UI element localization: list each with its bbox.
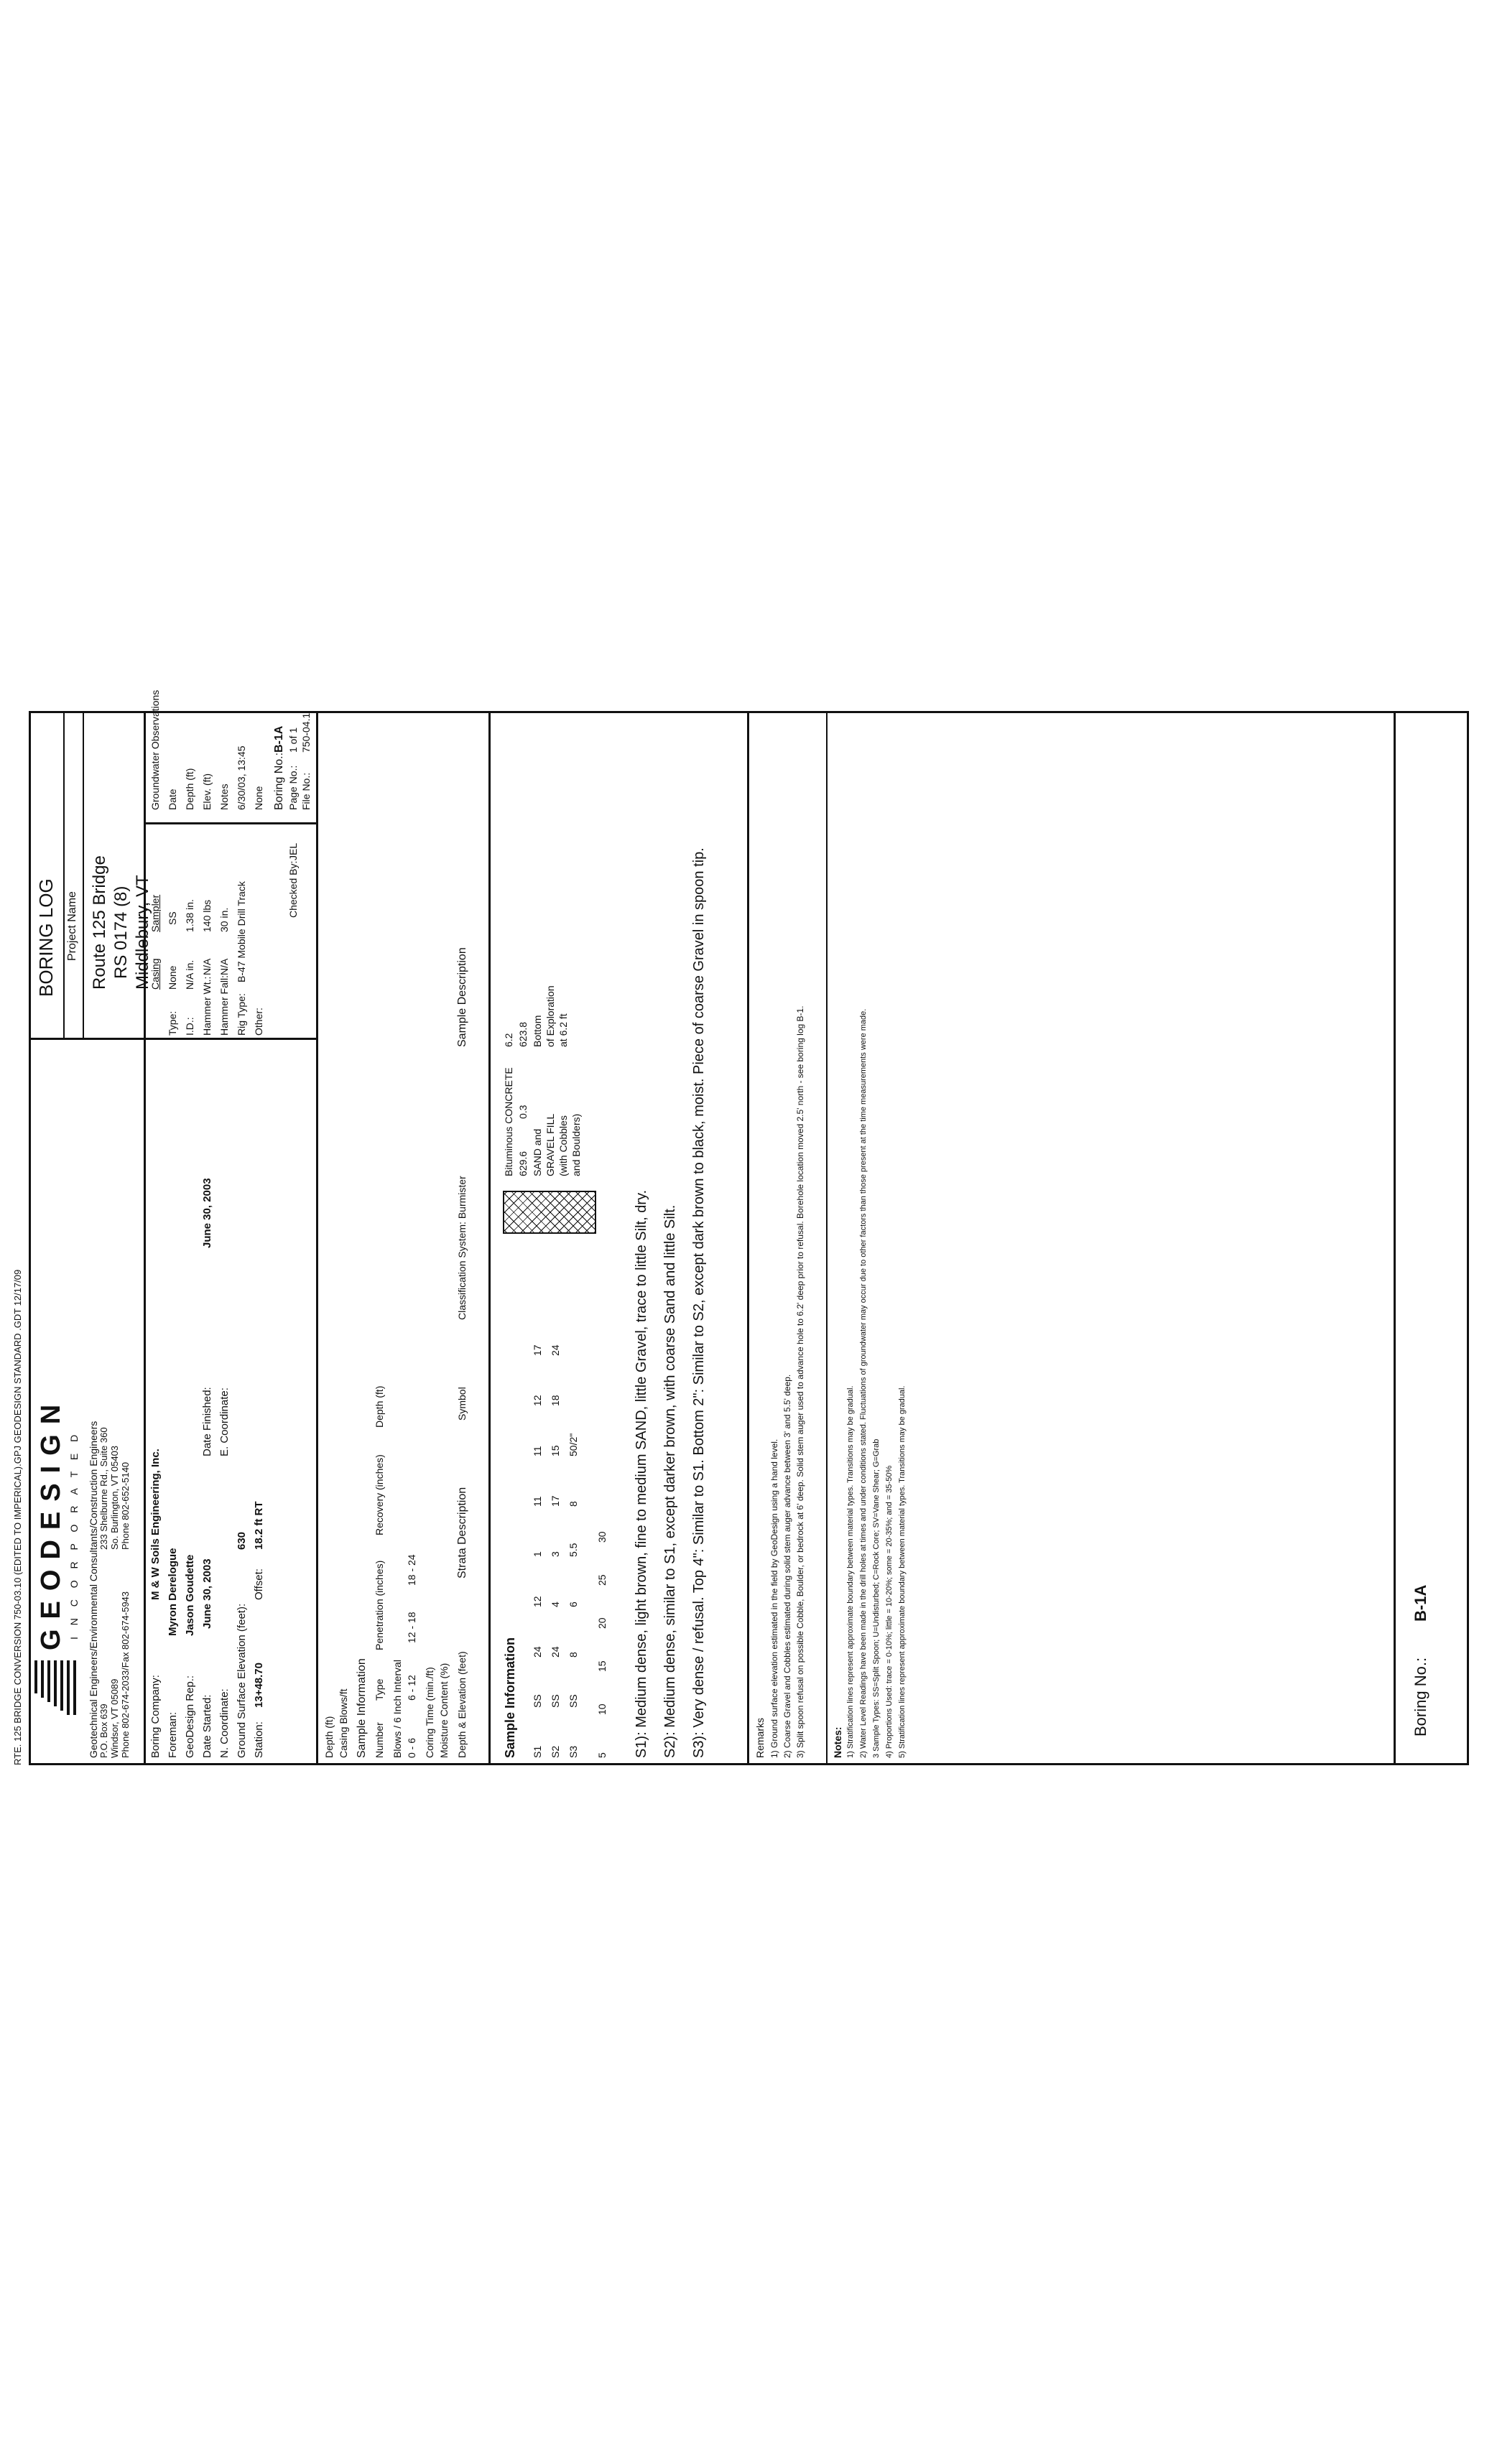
note-4: 4) Proportions Used: trace = 0-10%; little = 10-20%; some = 20-35%; and = 35-50% (885, 1465, 894, 1758)
remark-1: 1) Ground surface elevation estimated in the field by GeoDesign using a hand level. (769, 1438, 779, 1758)
strata-top-depth: 0.3 (517, 1105, 529, 1119)
col-strata-depth: Depth & Elevation (feet) (456, 1651, 468, 1758)
strata-bottom-depth: 6.2 (503, 1033, 514, 1047)
s3-type: SS (567, 1694, 579, 1708)
col-b2: 6 - 12 (406, 1675, 417, 1701)
gw-elev-col: Elev. (ft) (201, 773, 213, 810)
boring-log-title: BORING LOG (35, 878, 57, 997)
col-symbol: Symbol (456, 1387, 468, 1421)
strata-fill-1: SAND and (532, 1128, 543, 1176)
tick-10: 10 (596, 1703, 608, 1715)
bottom-boring: B-1A (1412, 1584, 1429, 1622)
groundwater-header: Groundwater Observations (149, 689, 161, 810)
id-casing: N/A in. (184, 959, 195, 990)
col-depth: Depth (ft) (323, 1716, 335, 1758)
tick-15: 15 (596, 1660, 608, 1672)
note-5: 5) Stratification lines represent approximate boundary between material types. Transitions may be gradual. (898, 1385, 907, 1758)
project-line3: Middlebury, VT (133, 875, 152, 990)
s3-rec: 6 (567, 1601, 579, 1607)
s1-type: SS (532, 1694, 543, 1708)
s3-pen: 8 (567, 1652, 579, 1658)
project-name-label: Project Name (66, 891, 78, 961)
s2-number: S2 (550, 1745, 561, 1758)
title-page-no: 1 of 1 (287, 727, 299, 753)
notes-label: Notes: (832, 1726, 843, 1758)
hammer-wt-sampler: 140 lbs (201, 899, 213, 932)
gw-row1-notes: None (253, 786, 264, 810)
col-blows: Blows / 6 Inch Interval (391, 1660, 403, 1758)
foreman: Myron Derelogue (167, 1548, 179, 1636)
station: 13+48.70 (253, 1663, 265, 1708)
column-header-top (316, 711, 318, 1765)
remark-2: 2) Coarse Gravel and Cobbles estimated during solid stem auger advance between 3' and 5.5' deep. (782, 1374, 792, 1758)
s3-number: S3 (567, 1745, 579, 1758)
s1-number: S1 (532, 1745, 543, 1758)
col-strata-desc: Strata Description (456, 1487, 468, 1579)
s1-b2: 11 (532, 1446, 543, 1456)
rotated-page (12, 689, 1469, 1765)
col-coring: Coring Time (min./ft) (424, 1667, 435, 1758)
strata-top-layer: Bituminous CONCRETE (503, 1067, 514, 1176)
gw-depth-col: Depth (ft) (184, 768, 195, 810)
s1-pen: 24 (532, 1646, 543, 1658)
date-finished-label: Date Finished: (201, 1387, 213, 1456)
type-label: Type: (167, 1010, 178, 1036)
desc-s3: S3): Very dense / refusal. Top 4": Similar to S1. Bottom 2": Similar to S2, except dark brown to black, moist. Piece of coarse Gravel in spoon tip. (691, 847, 707, 1758)
s2-type: SS (550, 1694, 561, 1708)
strata-bottom-elev: 623.8 (517, 1021, 529, 1047)
title-boring-no-label: Boring No.: (273, 752, 285, 810)
col-recovery: Recovery (inches) (374, 1454, 385, 1535)
s1-rec: 12 (532, 1596, 543, 1607)
col-classification: Classification System: Burmister (456, 1176, 468, 1320)
rule (83, 711, 84, 1038)
titleblock-divider (29, 1038, 316, 1040)
notes-divider (826, 711, 828, 1765)
hammer-wt-label: Hammer Wt.: (201, 976, 213, 1036)
tick-25: 25 (596, 1574, 608, 1586)
company-addr1b: Windsor, VT 05089 (109, 1678, 120, 1758)
company-addr2c: Phone 802-652-5140 (120, 1461, 131, 1550)
hammer-fall-sampler: 30 in. (218, 907, 230, 932)
company-logo-name: GEODESIGN (36, 1394, 66, 1650)
remarks-label: Remarks (754, 1717, 766, 1758)
type-casing: None (167, 965, 178, 990)
footer-path: RTE. 125 BRIDGE CONVERSION 750-03.10 (EDITED TO IMPERICAL).GPJ GEODESIGN STANDARD .GDT 12/17/09 (12, 1269, 23, 1765)
s1-b1: 11 (532, 1496, 543, 1507)
foreman-label: Foreman: (167, 1711, 179, 1758)
project-line1: Route 125 Bridge (90, 855, 109, 990)
col-number: Number (374, 1722, 385, 1758)
s2-b1: 17 (550, 1495, 561, 1507)
e-coord-label: E. Coordinate: (218, 1387, 231, 1456)
company-logo-sub: I N C O R P O R A T E D (68, 1430, 80, 1640)
gw-date-col: Date (167, 789, 178, 810)
hammer-fall-label: Hammer Fall: (218, 975, 230, 1036)
company-addr1: P.O. Box 639 (98, 1703, 109, 1758)
note-3: 3 Sample Types: SS=Split Spoon; U=Undisturbed; C=Rock Core; SV=Vane Shear; G=Grab (872, 1438, 881, 1758)
strata-fill-4: and Boulders) (570, 1113, 582, 1176)
boring-company: M & W Soils Engineering, Inc. (149, 1449, 162, 1600)
s2-pen: 24 (550, 1646, 561, 1658)
id-sampler: 1.38 in. (184, 899, 195, 932)
s2-depth: 3 (550, 1551, 561, 1557)
hammer-wt-casing: N/A (201, 958, 213, 975)
title-file-no-label: File No.: (300, 772, 312, 810)
s2-b2: 15 (550, 1445, 561, 1456)
gw-row1-date: 6/30/03, 13:45 (236, 745, 247, 810)
s2-b4: 24 (550, 1344, 561, 1356)
strata-bottom-2: of Exploration (544, 985, 556, 1047)
casing-header: Casing (149, 958, 161, 990)
title-checked-by-label: Checked By: (287, 860, 299, 918)
strata-top-elev: 629.6 (517, 1150, 529, 1176)
offset-label: Offset: (253, 1568, 265, 1600)
ground-elev: 630 (236, 1531, 248, 1550)
company-addr2: 233 Shelburne Rd., Suite 360 (98, 1427, 109, 1550)
s1-b4: 17 (532, 1344, 543, 1356)
title-file-no: 750-04.1 (300, 712, 312, 753)
company-addr1c: Phone 802-674-2033/Fax 802-674-5943 (120, 1591, 131, 1758)
remark-3: 3) Split spoon refusal on possible Cobble, Boulder, or bedrock at 6' deep. Solid stem auger used to advance hole to 6.2' deep prior to refusal. Borehole location moved 2.5' north - see boring log B-1. (795, 1005, 805, 1758)
gw-notes-col: Notes (218, 784, 230, 810)
offset: 18.2 ft RT (253, 1501, 265, 1550)
geodesign-rep: Jason Goudette (184, 1554, 196, 1636)
company-line1: Geotechnical Engineers/Environmental Consultants/Construction Engineers (88, 1421, 99, 1758)
title-boring-no: B-1A (273, 725, 285, 753)
tick-30: 30 (596, 1531, 608, 1543)
other-label: Other: (253, 1008, 264, 1036)
col-type: Type (374, 1678, 385, 1701)
strata-bottom-1: Bottom (532, 1015, 543, 1047)
hammer-fall-casing: N/A (218, 958, 230, 975)
samples-heading: Sample Information (503, 1637, 517, 1758)
s2-b3: 18 (550, 1395, 561, 1406)
strata-symbol-hatch (503, 1191, 596, 1234)
col-casing-blows: Casing Blows/ft (338, 1688, 349, 1758)
station-label: Station: (253, 1721, 265, 1758)
tick-20: 20 (596, 1617, 608, 1629)
strata-bottom-3: at 6.2 ft (557, 1013, 569, 1047)
sampler-header: Sampler (149, 894, 161, 932)
project-line2: RS 0174 (8) (111, 885, 131, 979)
bottom-box-divider (1394, 711, 1396, 1765)
s1-b3: 12 (532, 1395, 543, 1406)
s1-depth: 1 (532, 1551, 543, 1557)
bottom-boring-label: Boring No.: (1412, 1657, 1429, 1737)
col-sample-desc: Sample Description (456, 947, 468, 1047)
tick-5: 5 (596, 1752, 608, 1758)
col-b4: 18 - 24 (406, 1554, 417, 1586)
s3-depth: 5.5 (567, 1543, 579, 1557)
ground-elev-label: Ground Surface Elevation (feet): (236, 1603, 248, 1758)
strata-fill-3: (with Cobbles (557, 1115, 569, 1176)
col-b3: 12 - 18 (406, 1612, 417, 1643)
date-finished: June 30, 2003 (201, 1178, 213, 1248)
id-label: I.D.: (184, 1017, 195, 1036)
col-sample-info: Sample Information (356, 1658, 368, 1758)
geodesign-rep-label: GeoDesign Rep.: (184, 1675, 196, 1758)
geodesign-logo-icon (34, 1658, 85, 1715)
rig-type: B-47 Mobile Drill Track (236, 881, 247, 982)
col-penetration: Penetration (inches) (374, 1560, 385, 1650)
date-started: June 30, 2003 (201, 1558, 213, 1629)
column-header-bottom (488, 711, 491, 1765)
s3-b2: 50/2" (567, 1433, 579, 1456)
note-2: 2) Water Level Readings have been made in the drill holes at times and under conditions stated. Fluctuations of groundwater may occur due to other factors than those present at the time measurements were made. (859, 1008, 868, 1758)
title-page-no-label: Page No.: (287, 765, 299, 810)
s3-b1: 8 (567, 1501, 579, 1507)
title-checked-by: JEL (287, 842, 299, 860)
n-coord-label: N. Coordinate: (218, 1688, 231, 1758)
remarks-divider (747, 711, 749, 1765)
desc-s1: S1): Medium dense, light brown, fine to medium SAND, little Gravel, trace to little Silt, dry. (634, 1189, 649, 1758)
rule (63, 711, 65, 1038)
type-sampler: SS (167, 911, 178, 925)
col-b1: 0 - 6 (406, 1737, 417, 1758)
boring-log-sheet (12, 689, 1469, 1765)
rule (146, 822, 316, 824)
date-started-label: Date Started: (201, 1694, 213, 1758)
desc-s2: S2): Medium dense, similar to S1, except darker brown, with coarse Sand and little Silt. (662, 1204, 678, 1758)
s2-rec: 4 (550, 1601, 561, 1607)
strata-fill-2: GRAVEL FILL (544, 1113, 556, 1176)
company-addr2b: So. Burlington, VT 05403 (109, 1445, 120, 1550)
boring-company-label: Boring Company: (149, 1675, 162, 1758)
col-moisture: Moisture Content (%) (438, 1663, 450, 1758)
header-divider (144, 711, 146, 1765)
col-sample-depth: Depth (ft) (374, 1385, 385, 1428)
rig-type-label: Rig Type: (236, 993, 247, 1036)
note-1: 1) Stratification lines represent approximate boundary between material types. Transitions may be gradual. (846, 1385, 855, 1758)
